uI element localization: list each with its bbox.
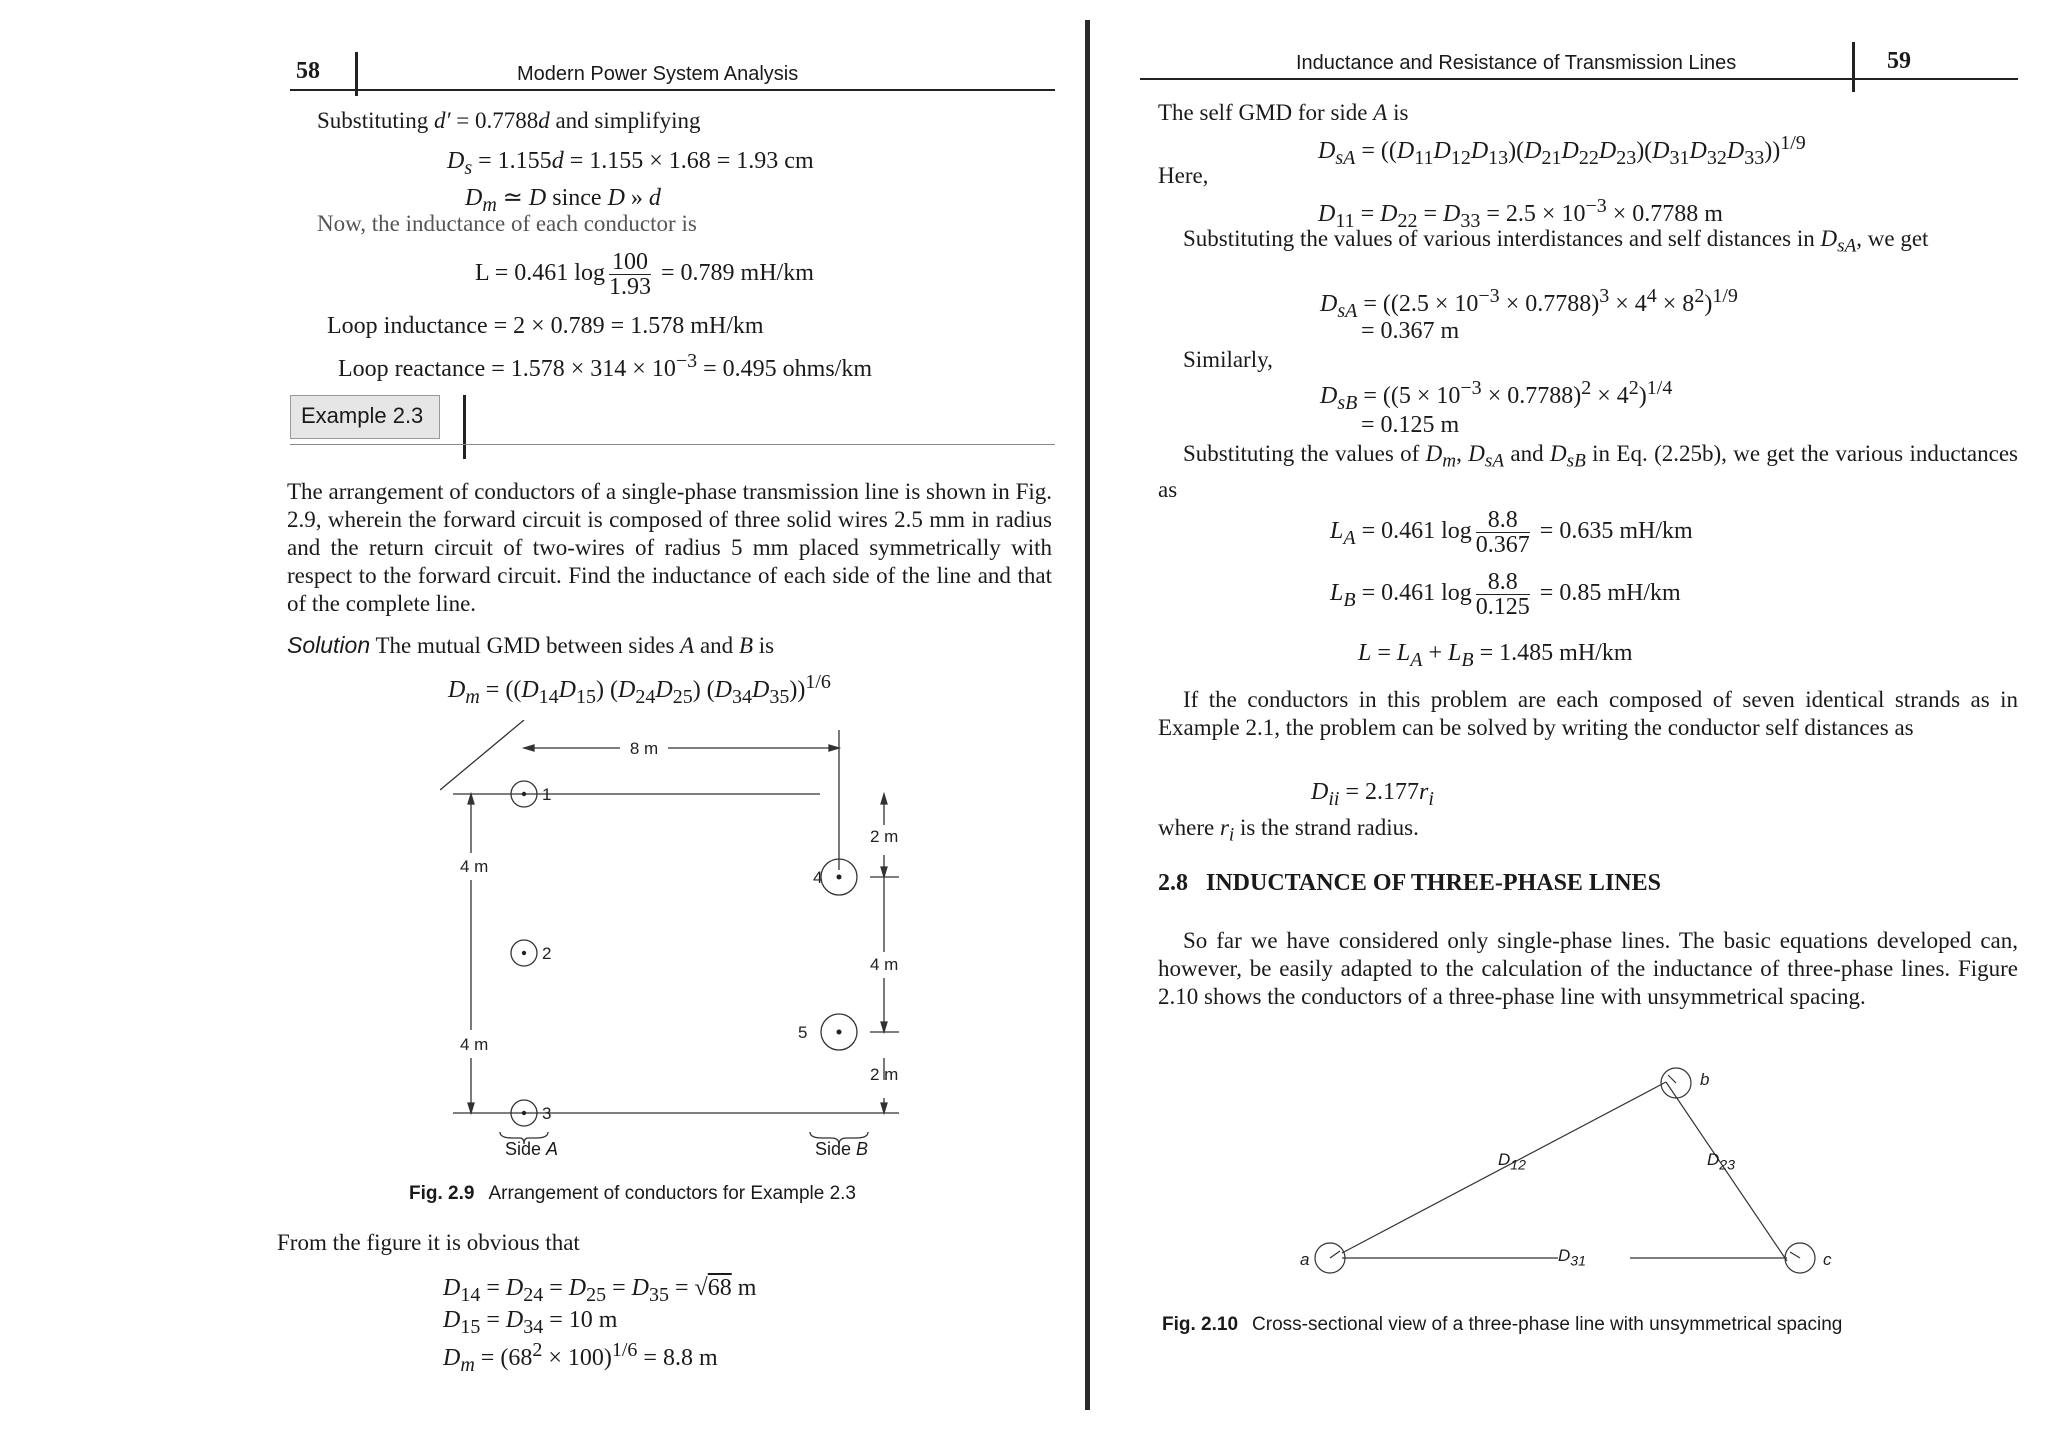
here-label: Here, [1158,163,1209,188]
caption-number: Fig. 2.9 [409,1183,475,1204]
running-head: Inductance and Resistance of Transmission Lines [1296,52,1737,74]
fig-2-10-caption [1162,1314,1842,1336]
equation-dm-value: $D_m = (68^2 \times 100)^{1/6} = 8.8$ m [443,1339,718,1376]
dim-4m-left-2: 4 m [460,1035,489,1054]
from-figure-text: From the figure it is obvious that [277,1230,580,1255]
equation-dii: $D_{ii} = 2.177r_i$ [1311,779,1434,810]
example-tick [463,395,466,459]
where-text: where $r_i$ is the strand radius. [1158,815,1419,846]
right-page [1090,0,2048,1448]
dim-4m-left-1: 4 m [460,857,489,876]
equation-l-total: $L = L_A + L_B = 1.485$ mH/km [1358,640,1633,671]
fraction-numerator: 8.8 [1476,570,1530,595]
conductor-4-label: 4 [813,868,823,887]
equation-d15: $D_{15} = D_{34} = 10$ m [443,1307,618,1338]
label-a: a [1300,1250,1310,1269]
equation-d11: $D_{11} = D_{22} = D_{33} = 2.5 \times 10^{-3} \times 0.7788$ m [1318,195,1723,232]
fig-2-9-caption [409,1183,856,1205]
figure-2-10 [1290,1055,1940,1295]
fraction-denominator: 0.367 [1475,532,1530,558]
figure-2-9 [440,720,920,1170]
strands-paragraph: If the conductors in this problem are each composed of seven identical strands as in Example 2.1, the problem can be solved by writing the conductor self distances as [1158,687,2018,740]
substitution2-paragraph: Substituting the values of $D_m$, $D_{sA}$ and $D_{sB}$ in Eq. (2.25b), we get the various inductances as [1158,441,2019,502]
label-b: b [1700,1070,1710,1089]
similarly-label: Similarly, [1183,347,1273,372]
loop-reactance: Loop reactance = $1.578 \times 314 \times 10^{-3} = 0.495$ ohms/km [338,350,873,382]
dim-2m-top: 2 m [870,827,899,846]
equation-dm-full: $D_m = ((D_{14}D_{15})$ $(D_{24}D_{25})$ $(D_{34}D_{35}))^{1/6}$ [448,671,831,708]
section-heading [1158,870,1661,897]
equation-dsa: $D_{sA} = ((D_{11}D_{12}D_{13})(D_{21}D_{22}D_{23})(D_{31}D_{32}D_{33}))^{1/9}$ [1318,132,1806,169]
dim-4m-right: 4 m [870,955,899,974]
self-gmd-text: The self GMD for side A is [1158,100,1409,125]
equation-L-prefix: L = 0.461 log [475,260,605,287]
equation-lb-fraction [1476,570,1530,619]
example-box [290,395,440,439]
loop-inductance: Loop inductance = 2 × 0.789 = 1.578 mH/km [327,313,764,339]
intro-line: Substituting d′ = 0.7788d and simplifying [317,108,701,133]
problem-paragraph: The arrangement of conductors of a single-phase transmission line is shown in Fig. 2.9, wherein the forward circuit is composed of three solid wires 2.5 mm in radius and the return circuit of two-wires of radius 5 mm placed symmetrically with respect to the forward circuit. Find the inductance of each side of the line and that of the complete line. [287,479,1052,616]
equation-la-fraction [1476,508,1530,557]
solution-text: The mutual GMD between sides A and B is [375,633,775,658]
label-d23: $D_{23}$ [1707,1150,1736,1174]
equation-dsa-value: $D_{sA} = ((2.5 \times 10^{-3} \times 0.7788)^3 \times 4^4 \times 8^2)^{1/9}$ [1320,285,1738,322]
dim-8m: 8 m [629,739,659,758]
equation-d14: $D_{14} = D_{24} = D_{25} = D_{35} = √68$ m [443,1275,757,1306]
equation-dsb-result: = 0.125 m [1361,412,1460,438]
section-number: 2.8 [1158,870,1188,896]
side-a-label: Side A [505,1139,559,1159]
section-title: INDUCTANCE OF THREE-PHASE LINES [1206,870,1661,896]
equation-L-suffix: = 0.789 mH/km [660,260,814,287]
label-d12: $D_{12}$ [1498,1150,1527,1174]
fraction-numerator: 100 [609,250,651,275]
fraction-denominator: 1.93 [608,274,651,300]
equation-lb [1330,570,1681,619]
solution-label: Solution [287,632,371,658]
section-paragraph: So far we have considered only single-phase lines. The basic equations developed can, however, be easily adapted to the calculation of the inductance of three-phase lines. Figure 2.10 shows the conductors of a three-phase line with unsymmetrical spacing. [1158,928,2018,1009]
equation-la-suffix: = 0.635 mH/km [1539,518,1693,545]
equation-la [1330,508,1693,557]
conductor-3-label: 3 [542,1104,552,1123]
equation-ds: $D_s = 1.155d = 1.155 \times 1.68 = 1.93$ cm [447,148,814,179]
caption-text: Cross-sectional view of a three-phase line with unsymmetrical spacing [1252,1314,1843,1335]
equation-dm-approx: $D_m$ ≃ D since D » d [465,185,661,216]
label-d31: $D_{31}$ [1558,1246,1587,1270]
conductor-1-label: 1 [542,785,552,804]
equation-dsb-value: $D_{sB} = ((5 \times 10^{-3} \times 0.7788)^2 \times 4^2)^{1/4}$ [1320,377,1673,414]
fraction-denominator: 0.125 [1475,594,1530,620]
example-rule [290,444,1055,445]
equation-la-prefix: $L_A = 0.461$ log [1330,518,1472,549]
equation-L-fraction [609,250,651,299]
solution-line [287,632,774,659]
page-number: 58 [296,58,320,84]
conductor-5-label: 5 [798,1023,808,1042]
side-b-label: Side B [815,1139,869,1159]
caption-number: Fig. 2.10 [1162,1314,1239,1335]
equation-L [475,250,814,299]
equation-dsa-result: = 0.367 m [1361,318,1460,344]
substitution-paragraph: Substituting the values of various interdistances and self distances in $D_{sA}$, we get [1183,226,1929,257]
equation-lb-prefix: $L_B = 0.461$ log [1330,580,1472,611]
label-c: c [1823,1250,1832,1269]
caption-text: Arrangement of conductors for Example 2.3 [488,1183,856,1204]
dim-2m-bottom: 2 m [870,1065,899,1084]
equation-lb-suffix: = 0.85 mH/km [1539,580,1681,607]
header-rule [1140,78,2018,80]
conductor-2-label: 2 [542,944,552,963]
example-label: Example 2.3 [301,403,424,428]
header-tick [1852,42,1855,92]
now-text: Now, the inductance of each conductor is [317,211,697,236]
header-rule [290,89,1055,91]
page-number: 59 [1887,48,1911,74]
fraction-numerator: 8.8 [1476,508,1530,533]
running-head: Modern Power System Analysis [517,63,799,85]
